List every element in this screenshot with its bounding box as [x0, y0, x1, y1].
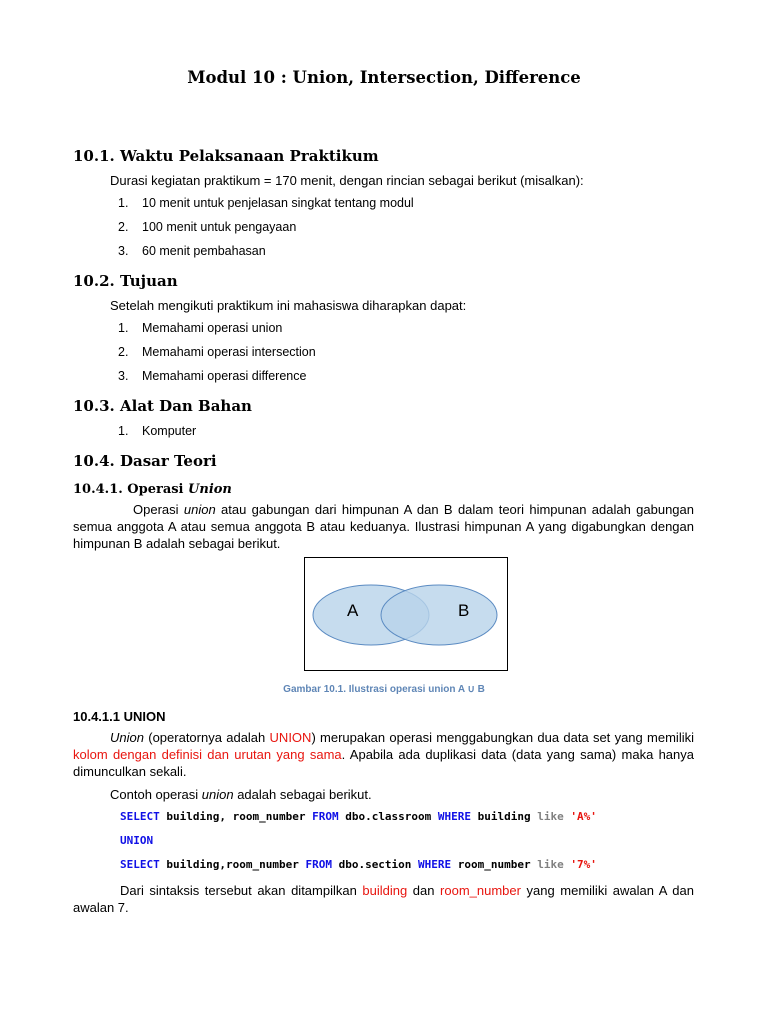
code-string: 'A%': [563, 810, 597, 823]
list-item: [118, 321, 518, 337]
code-keyword: WHERE: [437, 810, 472, 823]
subsection-heading-italic: Union: [188, 482, 232, 497]
paragraph-contoh: [110, 786, 372, 803]
highlight-kolom: kolom dengan definisi dan urutan yang sama: [73, 747, 342, 762]
text-run: atau gabungan dari himpunan A dan B dalam teori himpunan adalah gabungan semua anggota A atau semua anggota B atau keduanya. Ilustrasi himpunan A yang digabungkan dengan himpunan B adalah sebagai berikut.: [73, 502, 694, 551]
text-run: Operasi: [133, 502, 184, 517]
list-text: 60 menit pembahasan: [142, 244, 266, 258]
paragraph-union-definition: [73, 501, 694, 552]
code-keyword: UNION: [120, 834, 154, 847]
list-item: [118, 196, 518, 212]
list-number: 3.: [118, 244, 129, 258]
list-item: [118, 345, 518, 361]
list-number: 1.: [118, 424, 129, 438]
highlight-union: UNION: [269, 730, 312, 745]
venn-set-b: [381, 585, 497, 645]
section-heading-alat: 10.3. Alat Dan Bahan: [73, 397, 252, 415]
code-keyword: FROM: [305, 858, 332, 871]
text-run-italic: Union: [110, 730, 144, 745]
code-keyword: SELECT: [120, 858, 160, 871]
text-run: . Apabila ada duplikasi data (data yang sama) maka hanya dimunculkan sekali.: [73, 747, 694, 779]
text-run: (operatornya adalah: [143, 730, 270, 745]
text-run-italic: union: [183, 502, 216, 517]
text-run: Dari sintaksis tersebut akan ditampilkan: [120, 883, 363, 898]
code-text: dbo.section: [331, 858, 419, 871]
list-text: Memahami operasi difference: [142, 369, 307, 383]
list-text: 10 menit untuk penjelasan singkat tentang modul: [142, 196, 414, 210]
figure-caption: Gambar 10.1. Ilustrasi operasi union A ∪ B: [283, 684, 485, 695]
list-item: [118, 424, 518, 440]
list-number: 3.: [118, 369, 129, 383]
list-text: 100 menit untuk pengayaan: [142, 220, 297, 234]
code-line-1: [120, 810, 597, 823]
subsection-heading-operasi-union: [73, 482, 232, 497]
venn-diagram-frame: [304, 557, 508, 671]
section-intro-tujuan: Setelah mengikuti praktikum ini mahasiswa diharapkan dapat:: [110, 298, 467, 313]
text-run: ) merupakan operasi menggabungkan dua data set yang memiliki: [311, 730, 694, 745]
code-operator: like: [537, 858, 564, 871]
code-text: building,room_number: [159, 858, 306, 871]
section-heading-waktu: 10.1. Waktu Pelaksanaan Praktikum: [73, 147, 379, 165]
list-text: Komputer: [142, 424, 197, 438]
code-text: dbo.classroom: [338, 810, 438, 823]
section-intro-waktu: Durasi kegiatan praktikum = 170 menit, dengan rincian sebagai berikut (misalkan):: [110, 173, 584, 188]
list-item: [118, 244, 518, 260]
list-number: 1.: [118, 321, 129, 335]
list-item: [118, 220, 518, 236]
text-run: dan: [407, 883, 441, 898]
list-text: Memahami operasi intersection: [142, 345, 316, 359]
subsection-heading-prefix: 10.4.1. Operasi: [73, 482, 189, 497]
text-run-italic: union: [201, 787, 234, 802]
code-text: room_number: [451, 858, 538, 871]
list-number: 1.: [118, 196, 129, 210]
code-line-3: [120, 858, 597, 871]
list-number: 2.: [118, 220, 129, 234]
venn-label-a: A: [347, 601, 359, 620]
code-text: building, room_number: [159, 810, 313, 823]
code-string: '7%': [563, 858, 597, 871]
page-title: Modul 10 : Union, Intersection, Difference: [187, 68, 581, 87]
paragraph-result: [73, 882, 694, 916]
text-run: Contoh operasi: [110, 787, 202, 802]
text-run: yang memiliki awalan A dan awalan 7.: [73, 883, 695, 915]
subsection-heading-union: 10.4.1.1 UNION: [73, 709, 166, 724]
list-item: [118, 369, 518, 385]
list-text: Memahami operasi union: [142, 321, 283, 335]
highlight-room-number: room_number: [440, 883, 521, 898]
venn-diagram: [305, 558, 507, 670]
code-operator: like: [537, 810, 564, 823]
code-line-2: [120, 834, 153, 847]
section-heading-dasar-teori: 10.4. Dasar Teori: [73, 452, 217, 470]
text-run: adalah sebagai berikut.: [233, 787, 372, 802]
highlight-building: building: [362, 883, 408, 898]
code-text: building: [471, 810, 538, 823]
section-heading-tujuan: 10.2. Tujuan: [73, 272, 178, 290]
code-keyword: WHERE: [418, 858, 452, 871]
paragraph-union-operator: [73, 729, 694, 780]
code-keyword: FROM: [312, 810, 339, 823]
list-number: 2.: [118, 345, 129, 359]
venn-label-b: B: [458, 601, 470, 620]
code-keyword: SELECT: [120, 810, 160, 823]
